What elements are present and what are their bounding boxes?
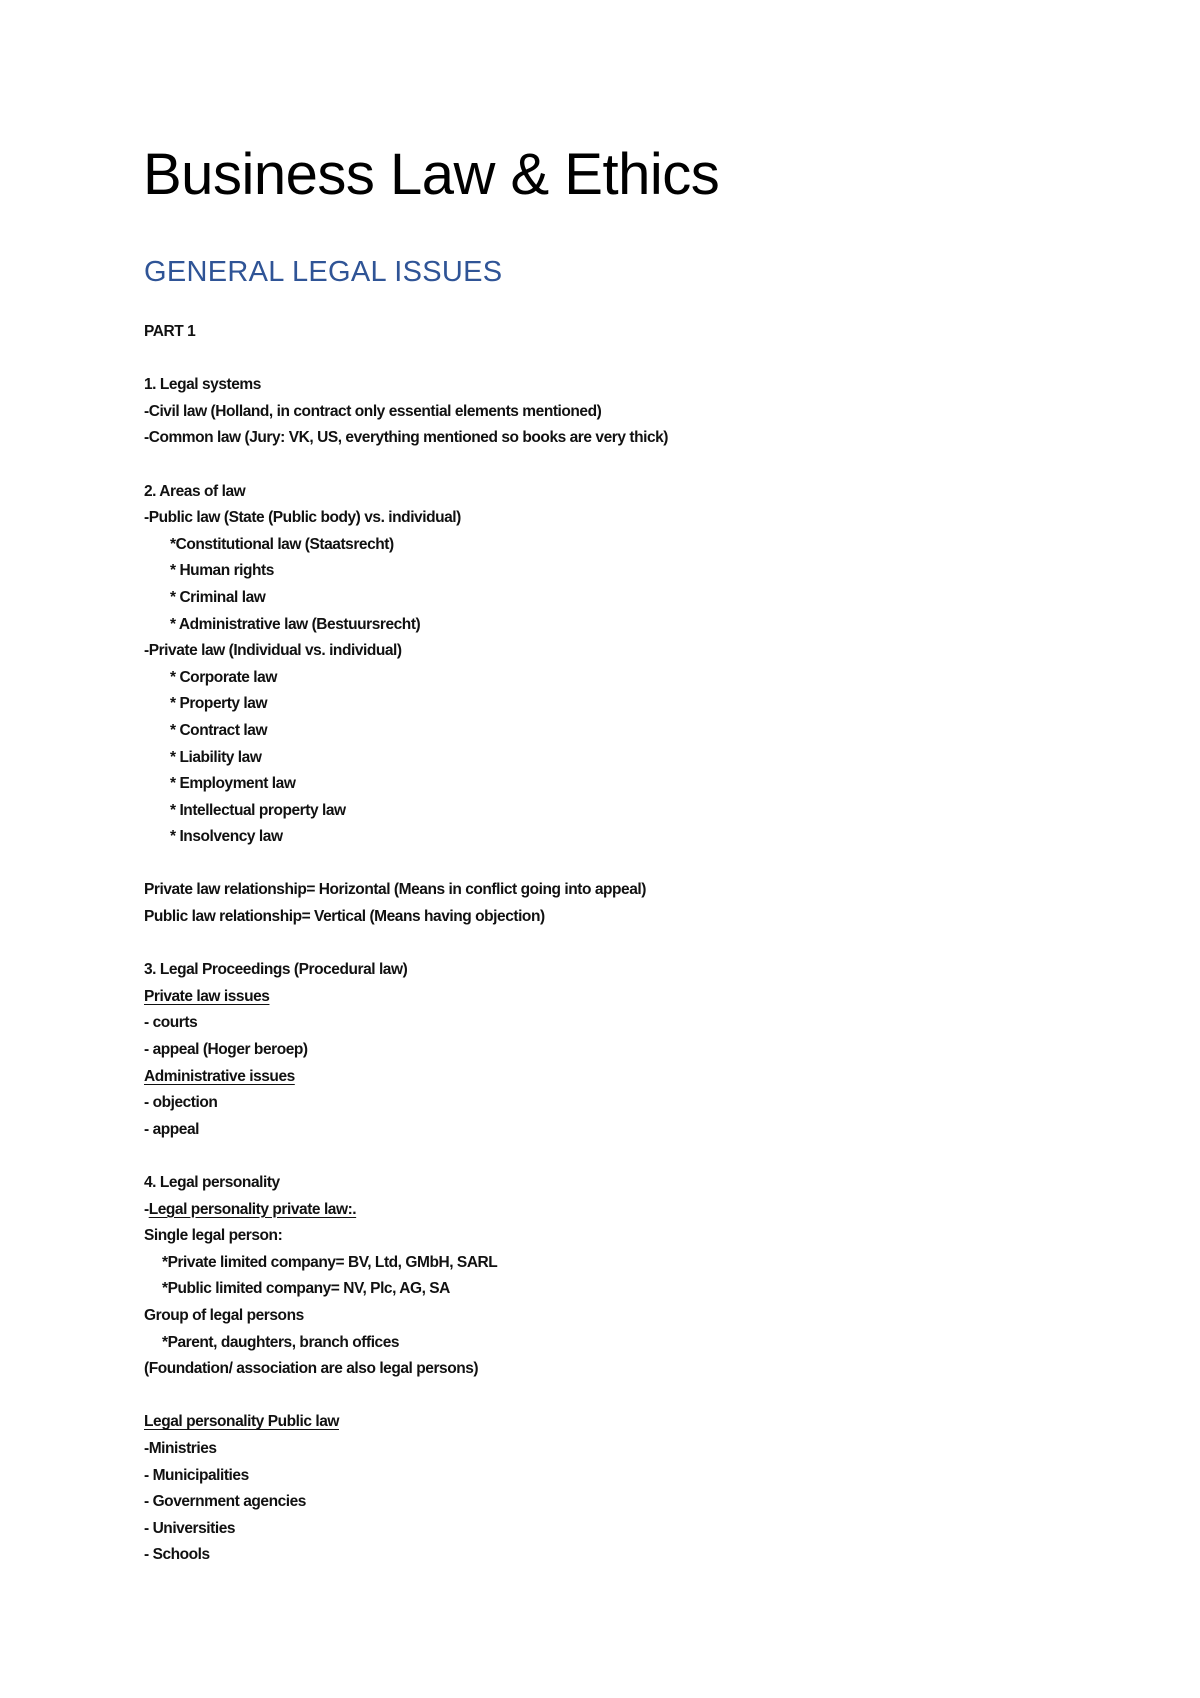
text-line bbox=[144, 745, 1094, 772]
blank-line bbox=[144, 346, 1094, 373]
line-text: * Corporate law bbox=[170, 668, 277, 686]
text-line bbox=[144, 877, 1094, 904]
text-line bbox=[144, 1356, 1094, 1383]
line-text: *Constitutional law (Staatsrecht) bbox=[170, 535, 394, 553]
line-text: Public law relationship= Vertical (Means having objection) bbox=[144, 908, 545, 926]
text-line bbox=[144, 1303, 1094, 1330]
text-line bbox=[144, 1117, 1094, 1144]
line-text: -Civil law (Holland, in contract only essential elements mentioned) bbox=[144, 402, 602, 420]
blank-line bbox=[144, 931, 1094, 958]
line-text: - Municipalities bbox=[144, 1466, 249, 1484]
text-line bbox=[144, 425, 1094, 452]
text-line bbox=[144, 1276, 1094, 1303]
underlined-subheading: Private law issues bbox=[144, 987, 270, 1005]
text-line bbox=[144, 904, 1094, 931]
text-line bbox=[144, 1037, 1094, 1064]
line-text: 3. Legal Proceedings (Procedural law) bbox=[144, 961, 408, 979]
text-line bbox=[144, 532, 1094, 559]
line-text: - Schools bbox=[144, 1546, 210, 1564]
line-text: * Property law bbox=[170, 695, 268, 713]
text-line bbox=[144, 1516, 1094, 1543]
text-line bbox=[144, 372, 1094, 399]
underlined-subheading: Administrative issues bbox=[144, 1067, 295, 1085]
line-text: -Ministries bbox=[144, 1439, 217, 1457]
line-text: * Liability law bbox=[170, 748, 262, 766]
line-text: *Public limited company= NV, Plc, AG, SA bbox=[162, 1280, 450, 1298]
line-text: Group of legal persons bbox=[144, 1306, 304, 1324]
line-text: * Employment law bbox=[170, 775, 296, 793]
text-line bbox=[144, 798, 1094, 825]
line-text: * Criminal law bbox=[170, 588, 266, 606]
text-line bbox=[144, 1010, 1094, 1037]
text-line bbox=[144, 691, 1094, 718]
line-text: * Intellectual property law bbox=[170, 801, 346, 819]
underlined-subheading: Legal personality Public law bbox=[144, 1413, 339, 1431]
blank-line bbox=[144, 851, 1094, 878]
line-text: Private law relationship= Horizontal (Means in conflict going into appeal) bbox=[144, 881, 646, 899]
document-title: Business Law & Ethics bbox=[143, 142, 720, 207]
text-line bbox=[144, 984, 1094, 1011]
line-text: - appeal bbox=[144, 1120, 199, 1138]
line-text: - Universities bbox=[144, 1519, 236, 1537]
blank-line bbox=[144, 452, 1094, 479]
text-line bbox=[144, 1197, 1094, 1224]
blank-line bbox=[144, 1383, 1094, 1410]
line-text: 4. Legal personality bbox=[144, 1174, 280, 1191]
text-line bbox=[144, 399, 1094, 426]
line-text: * Contract law bbox=[170, 721, 268, 739]
text-line bbox=[144, 824, 1094, 851]
line-text: -Public law (State (Public body) vs. individual) bbox=[144, 509, 461, 527]
text-line bbox=[144, 638, 1094, 665]
document-body bbox=[144, 319, 1094, 1569]
blank-line bbox=[144, 1143, 1094, 1170]
text-line bbox=[144, 771, 1094, 798]
text-line bbox=[144, 1090, 1094, 1117]
line-text: *Parent, daughters, branch offices bbox=[162, 1333, 400, 1351]
line-text: PART 1 bbox=[144, 323, 196, 340]
text-line bbox=[144, 1250, 1094, 1277]
line-text: - objection bbox=[144, 1094, 218, 1112]
line-text: 1. Legal systems bbox=[144, 376, 261, 394]
text-line bbox=[144, 585, 1094, 612]
text-line bbox=[144, 957, 1094, 984]
line-text: - Government agencies bbox=[144, 1493, 306, 1511]
text-line bbox=[144, 1542, 1094, 1569]
line-text: -Private law (Individual vs. individual) bbox=[144, 642, 402, 660]
text-line bbox=[144, 1223, 1094, 1250]
text-line bbox=[144, 319, 1094, 346]
text-line bbox=[144, 558, 1094, 585]
text-line bbox=[144, 1170, 1094, 1197]
text-line bbox=[144, 505, 1094, 532]
text-line bbox=[144, 718, 1094, 745]
line-text: * Insolvency law bbox=[170, 828, 283, 846]
line-text: 2. Areas of law bbox=[144, 482, 246, 500]
line-text: * Human rights bbox=[170, 562, 274, 580]
text-line bbox=[144, 1409, 1094, 1436]
underlined-subheading: Legal personality private law:. bbox=[148, 1200, 357, 1218]
line-text: Single legal person: bbox=[144, 1227, 283, 1245]
text-line bbox=[144, 1330, 1094, 1357]
line-prefix: - bbox=[144, 1200, 149, 1218]
text-line bbox=[144, 1463, 1094, 1490]
section-heading: GENERAL LEGAL ISSUES bbox=[144, 256, 503, 288]
line-text: - courts bbox=[144, 1014, 198, 1032]
text-line bbox=[144, 1064, 1094, 1091]
text-line bbox=[144, 479, 1094, 506]
line-text: - appeal (Hoger beroep) bbox=[144, 1041, 308, 1059]
text-line bbox=[144, 612, 1094, 639]
line-text: * Administrative law (Bestuursrecht) bbox=[170, 615, 421, 633]
text-line bbox=[144, 665, 1094, 692]
line-text: -Common law (Jury: VK, US, everything mentioned so books are very thick) bbox=[144, 429, 669, 447]
line-text: (Foundation/ association are also legal persons) bbox=[144, 1360, 479, 1378]
text-line bbox=[144, 1489, 1094, 1516]
line-text: *Private limited company= BV, Ltd, GMbH, SARL bbox=[162, 1253, 498, 1271]
text-line bbox=[144, 1436, 1094, 1463]
